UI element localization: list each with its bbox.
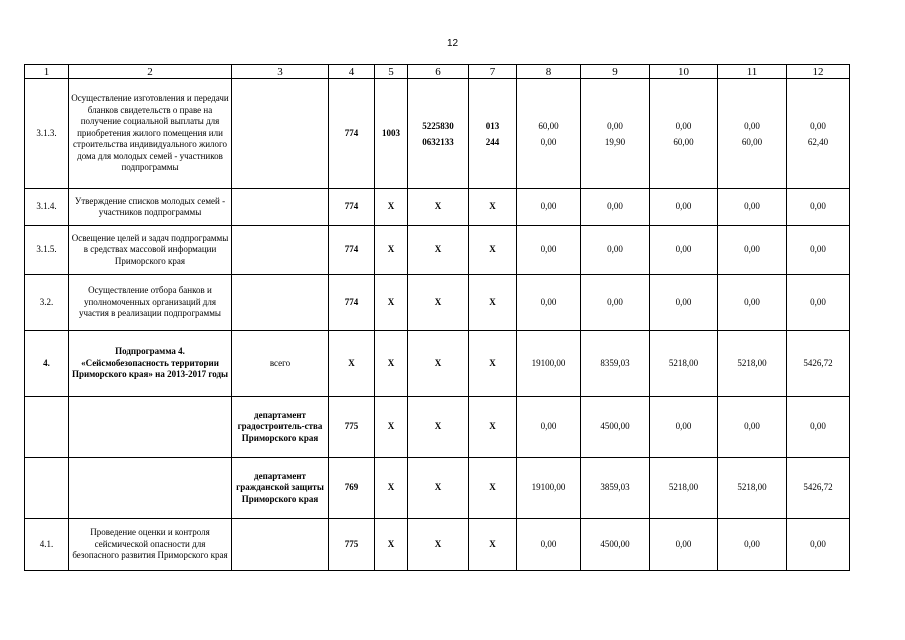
rzpr-code: Х: [375, 519, 408, 571]
grbs-code: 774: [329, 275, 375, 331]
col-header: 3: [232, 65, 329, 79]
value-2016: 0,00: [718, 397, 787, 458]
activity-name: [69, 397, 232, 458]
col-header: 5: [375, 65, 408, 79]
row-number: 3.1.5.: [25, 226, 69, 275]
vr-code: Х: [469, 331, 517, 397]
csr-code: Х: [408, 226, 469, 275]
value-2017: 0,00: [787, 189, 850, 226]
activity-name: Подпрограмма 4. «Сейсмобезопасность территории Приморского края» на 2013-2017 годы: [69, 331, 232, 397]
activity-name: Осуществление изготовления и передачи бланков свидетельств о праве на получение социальной выплаты для приобретения жилого помещения или строительства индивидуального жилого дома для молодых семей - участников подпрограммы: [69, 79, 232, 189]
csr-code: 5225830 0632133: [408, 79, 469, 189]
page-number: 12: [446, 38, 459, 49]
executor: департамент градостроитель-ства Приморского края: [232, 397, 329, 458]
row-number: 3.1.4.: [25, 189, 69, 226]
value-2015: 5218,00: [650, 331, 718, 397]
value-2014: 4500,00: [581, 519, 650, 571]
grbs-code: Х: [329, 331, 375, 397]
csr-code: Х: [408, 189, 469, 226]
row-number: 4.: [25, 331, 69, 397]
activity-name: Осуществление отбора банков и уполномоченных организаций для участия в реализации подпрограммы: [69, 275, 232, 331]
rzpr-code: Х: [375, 275, 408, 331]
row-number: [25, 397, 69, 458]
col-header: 10: [650, 65, 718, 79]
vr-code: 013 244: [469, 79, 517, 189]
value-2017: 5426,72: [787, 458, 850, 519]
vr-code: Х: [469, 458, 517, 519]
vr-code: Х: [469, 397, 517, 458]
table-row: [25, 331, 850, 397]
executor: [232, 275, 329, 331]
value-2017: 0,00 62,40: [787, 79, 850, 189]
value-2013: 60,00 0,00: [517, 79, 581, 189]
rzpr-code: 1003: [375, 79, 408, 189]
value-2016: 5218,00: [718, 458, 787, 519]
table-row: [25, 275, 850, 331]
value-2015: 0,00: [650, 189, 718, 226]
grbs-code: 774: [329, 79, 375, 189]
table-row: [25, 397, 850, 458]
value-2017: 0,00: [787, 397, 850, 458]
table-row: [25, 458, 850, 519]
col-header: 4: [329, 65, 375, 79]
grbs-code: 769: [329, 458, 375, 519]
value-2014: 4500,00: [581, 397, 650, 458]
value-2015: 0,00: [650, 226, 718, 275]
col-header: 8: [517, 65, 581, 79]
value-2013: 0,00: [517, 189, 581, 226]
table-row: [25, 226, 850, 275]
value-2015: 0,00: [650, 275, 718, 331]
executor: [232, 189, 329, 226]
value-2014: 0,00: [581, 189, 650, 226]
value-2016: 0,00: [718, 226, 787, 275]
value-2016: 5218,00: [718, 331, 787, 397]
col-header: 7: [469, 65, 517, 79]
vr-code: Х: [469, 519, 517, 571]
executor: всего: [232, 331, 329, 397]
csr-code: Х: [408, 331, 469, 397]
rzpr-code: Х: [375, 226, 408, 275]
value-2013: 19100,00: [517, 331, 581, 397]
activity-name: Проведение оценки и контроля сейсмической опасности для безопасного развития Приморского края: [69, 519, 232, 571]
value-2013: 0,00: [517, 226, 581, 275]
value-2014: 3859,03: [581, 458, 650, 519]
row-number: [25, 458, 69, 519]
activity-name: [69, 458, 232, 519]
table-row: [25, 519, 850, 571]
value-2016: 0,00: [718, 189, 787, 226]
vr-code: Х: [469, 226, 517, 275]
executor: [232, 226, 329, 275]
value-2015: 5218,00: [650, 458, 718, 519]
csr-code: Х: [408, 275, 469, 331]
value-2015: 0,00 60,00: [650, 79, 718, 189]
col-header: 9: [581, 65, 650, 79]
csr-code: Х: [408, 458, 469, 519]
value-2013: 0,00: [517, 397, 581, 458]
row-number: 3.2.: [25, 275, 69, 331]
rzpr-code: Х: [375, 458, 408, 519]
rzpr-code: Х: [375, 397, 408, 458]
vr-code: Х: [469, 275, 517, 331]
value-2013: 19100,00: [517, 458, 581, 519]
value-2015: 0,00: [650, 519, 718, 571]
value-2017: 5426,72: [787, 331, 850, 397]
activity-name: Освещение целей и задач подпрограммы в средствах массовой информации Приморского края: [69, 226, 232, 275]
value-2013: 0,00: [517, 275, 581, 331]
value-2016: 0,00 60,00: [718, 79, 787, 189]
row-number: 4.1.: [25, 519, 69, 571]
grbs-code: 774: [329, 226, 375, 275]
value-2016: 0,00: [718, 275, 787, 331]
value-2017: 0,00: [787, 226, 850, 275]
value-2017: 0,00: [787, 519, 850, 571]
vr-code: Х: [469, 189, 517, 226]
executor: [232, 519, 329, 571]
col-header: 2: [69, 65, 232, 79]
csr-code: Х: [408, 519, 469, 571]
col-header: 1: [25, 65, 69, 79]
col-header: 6: [408, 65, 469, 79]
value-2017: 0,00: [787, 275, 850, 331]
csr-code: Х: [408, 397, 469, 458]
value-2014: 0,00: [581, 275, 650, 331]
grbs-code: 775: [329, 519, 375, 571]
grbs-code: 775: [329, 397, 375, 458]
value-2013: 0,00: [517, 519, 581, 571]
table-row: [25, 79, 850, 189]
table-row: [25, 189, 850, 226]
executor: департамент гражданской защиты Приморского края: [232, 458, 329, 519]
rzpr-code: Х: [375, 331, 408, 397]
grbs-code: 774: [329, 189, 375, 226]
value-2015: 0,00: [650, 397, 718, 458]
value-2014: 8359,03: [581, 331, 650, 397]
executor: [232, 79, 329, 189]
budget-table: [24, 64, 850, 571]
col-header: 12: [787, 65, 850, 79]
value-2016: 0,00: [718, 519, 787, 571]
value-2014: 0,00: [581, 226, 650, 275]
activity-name: Утверждение списков молодых семей - участников подпрограммы: [69, 189, 232, 226]
value-2014: 0,00 19,90: [581, 79, 650, 189]
header-row: [25, 65, 850, 79]
col-header: 11: [718, 65, 787, 79]
row-number: 3.1.3.: [25, 79, 69, 189]
rzpr-code: Х: [375, 189, 408, 226]
